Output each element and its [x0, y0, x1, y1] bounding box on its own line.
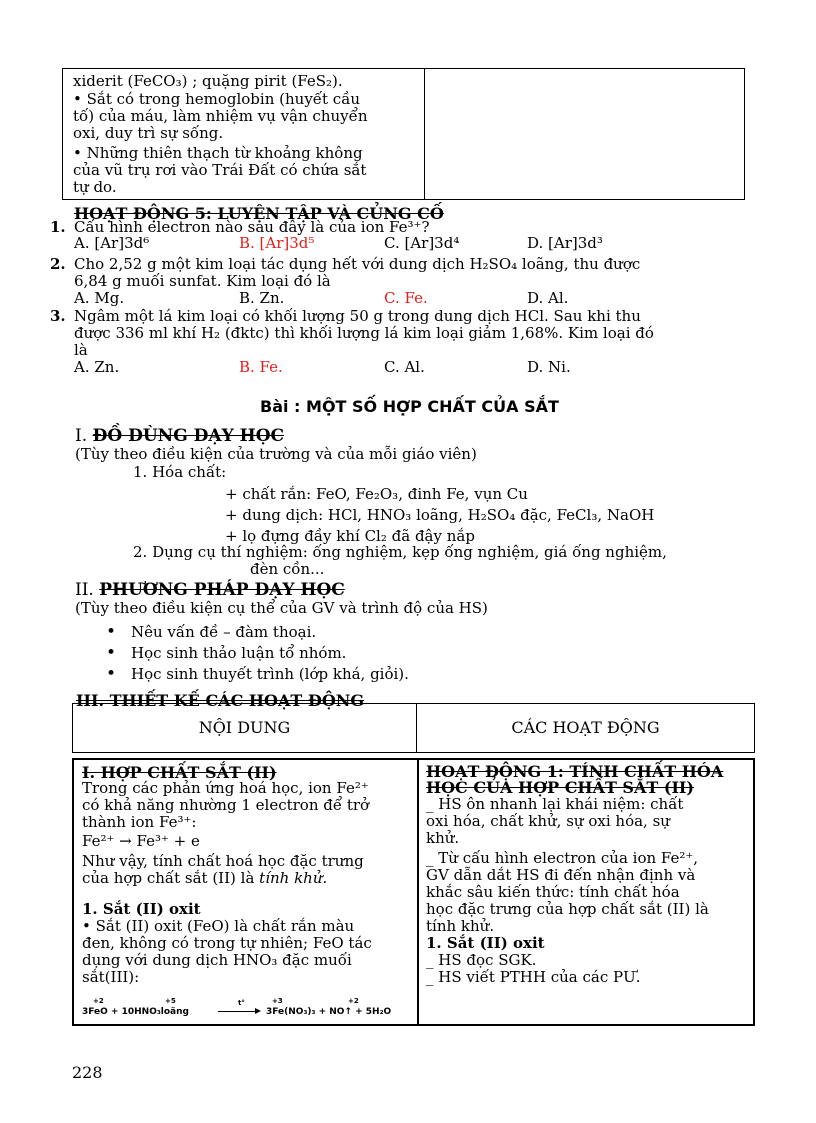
section1-heading	[75, 428, 284, 445]
activity-heading-line: HOẠT ĐỘNG 1: TÍNH CHẤT HÓA	[426, 762, 724, 781]
section2-heading	[75, 582, 345, 599]
top-table-left-cell	[73, 73, 368, 196]
text-line: • Sắt có trong hemoglobin (huyết cầu	[73, 90, 361, 108]
text-line: tố) của máu, làm nhiệm vụ vận chuyển	[73, 107, 368, 125]
section-title: ĐỒ DÙNG DẠY HỌC	[92, 426, 285, 446]
question-number: 1.	[50, 218, 66, 236]
text-line: khử.	[426, 829, 460, 847]
reaction-condition: t°	[238, 999, 245, 1007]
text-line: 6,84 g muối sunfat. Kim loại đó là	[74, 272, 331, 290]
oxidation-state: +3	[272, 997, 283, 1005]
sub-heading: 1. Sắt (II) oxit	[82, 900, 201, 918]
text-line: tự do.	[73, 178, 117, 196]
text-line: 2. Dụng cụ thí nghiệm: ống nghiệm, kẹp ống nghiệm, giá ống nghiệm,	[133, 543, 667, 561]
section3-title: III. THIẾT KẾ CÁC HOẠT ĐỘNG	[76, 691, 365, 710]
chemical-list	[225, 486, 654, 548]
option: C. [Ar]3d⁴	[384, 234, 460, 252]
design-header-table	[72, 703, 755, 753]
question-text	[74, 308, 654, 359]
content-heading: I. HỢP CHẤT SẮT (II)	[82, 763, 277, 782]
text-line	[82, 870, 414, 887]
text-line: sắt(III):	[82, 968, 140, 986]
text-line: Trong các phản ứng hoá học, ion Fe²⁺	[82, 779, 369, 797]
top-table-divider	[424, 69, 425, 199]
section2-note: (Tùy theo điều kiện cụ thể của GV và trình độ của HS)	[75, 599, 488, 617]
list-item: • Học sinh thuyết trình (lớp khá, giỏi).	[131, 666, 409, 687]
question-text: Cấu hình electron nào sau đây là của ion Fe³⁺?	[74, 218, 430, 236]
page-number: 228	[72, 1063, 103, 1082]
option-correct: C. Fe.	[384, 289, 428, 307]
text-line: khắc sâu kiến thức: tính chất hóa	[426, 883, 680, 901]
sub-heading: 1. Sắt (II) oxit	[426, 934, 545, 952]
reaction-equation	[80, 998, 416, 1022]
text-line: của vũ trụ rơi vào Trái Đất có chứa sắt	[73, 161, 367, 179]
section-number: I.	[75, 426, 88, 446]
option: A. Zn.	[74, 358, 120, 376]
text-line: _ Từ cấu hình electron của ion Fe²⁺,	[426, 849, 699, 867]
option: D. [Ar]3d³	[527, 234, 603, 252]
section1-note: (Tùy theo điều kiện của trường và của mỗi giáo viên)	[75, 445, 477, 463]
arrow-head-icon	[255, 1008, 261, 1014]
reaction-lhs: 3FeO + 10HNO₃loãng	[82, 1007, 189, 1017]
task-line: _ HS đọc SGK.	[426, 951, 537, 969]
text-run: của hợp chất sắt (II) là	[82, 869, 255, 887]
emphasis-text: tính khử.	[259, 869, 328, 887]
activity5-title: HOẠT ĐỘNG 5: LUYỆN TẬP VÀ CỦNG CỐ	[74, 204, 444, 223]
text-line: đèn cồn...	[250, 560, 325, 578]
text-line: có khả năng nhường 1 electron để trở	[82, 796, 370, 814]
reaction-rhs: 3Fe(NO₃)₃ + NO↑ + 5H₂O	[266, 1007, 392, 1017]
text-line: thành ion Fe³⁺:	[82, 813, 197, 831]
text-line: dụng với dung dịch HNO₃ đặc muối	[82, 951, 352, 969]
text-line: oxi hóa, chất khử, sự oxi hóa, sự	[426, 812, 670, 830]
text-line: • Sắt (II) oxit (FeO) là chất rắn màu	[82, 917, 355, 935]
option-correct: B. [Ar]3d⁵	[239, 234, 315, 252]
question-number: 3.	[50, 307, 66, 325]
section1-item-equipment	[133, 544, 667, 578]
text-line: tính khử.	[426, 917, 495, 935]
option: C. Al.	[384, 358, 425, 376]
option-correct: B. Fe.	[239, 358, 283, 376]
content-right-cell	[426, 764, 756, 986]
text-line: Như vậy, tính chất hoá học đặc trưng	[82, 852, 364, 870]
section-number: II.	[75, 580, 94, 600]
question-options	[74, 359, 754, 377]
question-options	[74, 290, 754, 308]
text-line: GV dẫn dắt HS đi đến nhận định và	[426, 866, 696, 884]
question-text	[74, 256, 640, 290]
reaction-arrow	[218, 1011, 258, 1012]
content-left-cell	[82, 764, 414, 986]
top-table	[62, 68, 745, 200]
oxidation-state: +2	[93, 997, 104, 1005]
text-line: là	[74, 341, 88, 359]
option: A. [Ar]3d⁶	[74, 234, 150, 252]
method-list	[131, 624, 409, 687]
text-line: học đặc trưng của hợp chất sắt (II) là	[426, 900, 709, 918]
text-line: _ HS ôn nhanh lại khái niệm: chất	[426, 795, 684, 813]
content-divider	[417, 760, 419, 1024]
list-item: • Nêu vấn đề – đàm thoại.	[131, 624, 409, 645]
header-col-content: NỘI DUNG	[198, 718, 291, 737]
text-line: đen, không có trong tự nhiên; FeO tác	[82, 934, 372, 952]
text-line: oxi, duy trì sự sống.	[73, 124, 224, 142]
equation: Fe²⁺ → Fe³⁺ + e	[82, 832, 200, 850]
task-line: _ HS viết PTHH của các PƯ.	[426, 968, 641, 986]
option: D. Ni.	[527, 358, 571, 376]
text-line: • Những thiên thạch từ khoảng không	[73, 144, 363, 162]
design-content-table	[72, 758, 755, 1026]
text-line: được 336 ml khí H₂ (đktc) thì khối lượng lá kim loại giảm 1,68%. Kim loại đó	[74, 324, 654, 342]
question-number: 2.	[50, 255, 66, 273]
text-line: Cho 2,52 g một kim loại tác dụng hết với dung dịch H₂SO₄ loãng, thu được	[74, 255, 641, 273]
option: A. Mg.	[74, 289, 125, 307]
question-options	[74, 235, 754, 253]
activity-heading-line: HỌC CỦA HỢP CHẤT SẮT (II)	[426, 778, 694, 797]
header-col-activities: CÁC HOẠT ĐỘNG	[511, 718, 660, 737]
list-item: • Học sinh thảo luận tổ nhóm.	[131, 645, 409, 666]
oxidation-state: +5	[165, 997, 176, 1005]
text-line: Ngâm một lá kim loại có khối lượng 50 g trong dung dịch HCl. Sau khi thu	[74, 307, 641, 325]
text-line: xiderit (FeCO₃) ; quặng pirit (FeS₂).	[73, 72, 343, 90]
lesson-title: Bài : MỘT SỐ HỢP CHẤT CỦA SẮT	[260, 397, 559, 416]
section-title: PHƯƠNG PHÁP DẠY HỌC	[99, 580, 345, 600]
option: B. Zn.	[239, 289, 285, 307]
chemical-line: + dung dịch: HCl, HNO₃ loãng, H₂SO₄ đặc, FeCl₃, NaOH	[225, 506, 655, 524]
chemical-line: + lọ đựng đầy khí Cl₂ đã đậy nắp	[225, 527, 475, 545]
section1-item-chemicals: 1. Hóa chất:	[133, 463, 227, 481]
option: D. Al.	[527, 289, 569, 307]
chemical-line: + chất rắn: FeO, Fe₂O₃, đinh Fe, vụn Cu	[225, 485, 528, 503]
oxidation-state: +2	[348, 997, 359, 1005]
